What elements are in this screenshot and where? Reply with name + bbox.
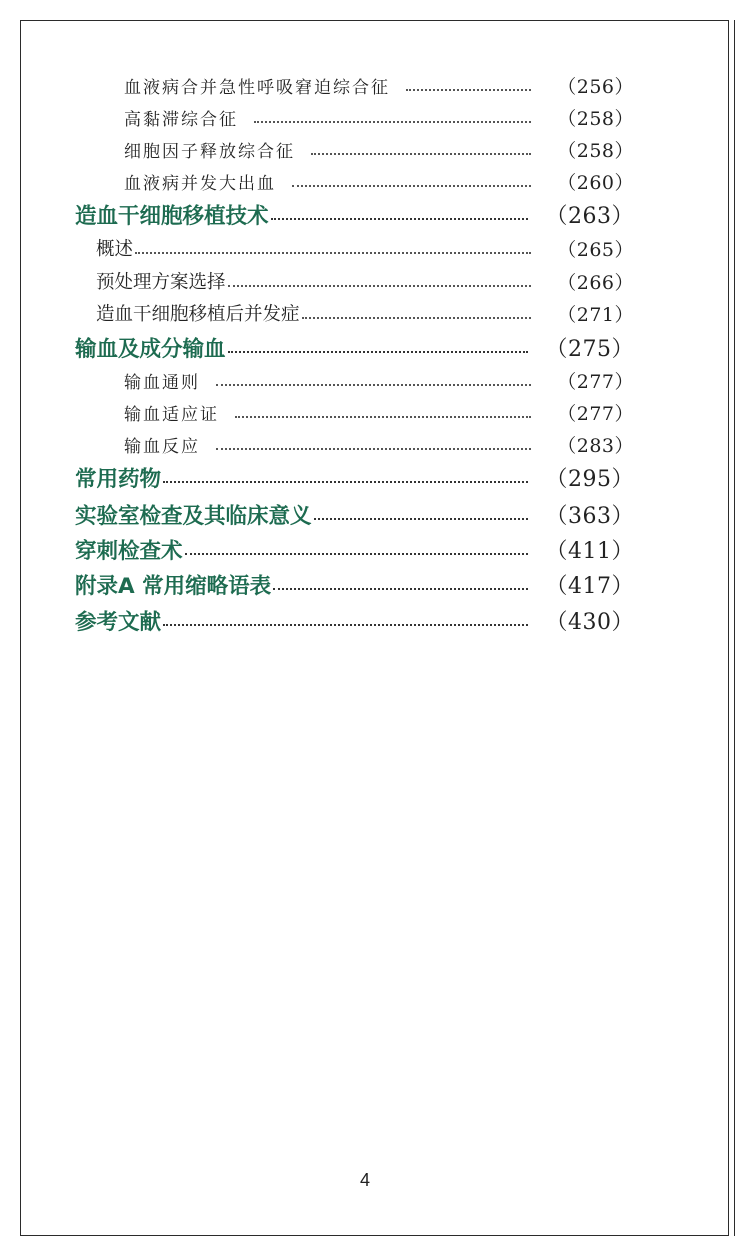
toc-entry[interactable] — [124, 166, 634, 196]
toc-entry-title: 预处理方案选择 — [96, 272, 226, 293]
toc-chapter-page: （363） — [545, 503, 634, 529]
toc-chapter-title: 附录A 常用缩略语表 — [75, 573, 272, 599]
toc-chapter-page: （275） — [545, 336, 634, 362]
toc-entry-page: （266） — [557, 271, 634, 294]
toc-chapter-title: 输血及成分输血 — [75, 336, 226, 362]
toc-chapter-title: 参考文献 — [75, 609, 162, 635]
dot-leader — [163, 481, 527, 483]
toc-entry-page: （258） — [557, 139, 634, 162]
toc-chapter-page: （417） — [545, 573, 634, 599]
toc-entry-page: （265） — [557, 238, 634, 261]
dot-leader — [254, 121, 531, 123]
dot-leader — [185, 553, 528, 555]
dot-leader — [135, 252, 531, 254]
dot-leader — [235, 416, 531, 418]
toc-chapter-title: 常用药物 — [75, 466, 162, 492]
toc-chapter-page: （430） — [545, 609, 634, 635]
toc-chapter[interactable] — [75, 532, 634, 566]
toc-entry-page: （258） — [557, 107, 634, 130]
toc-chapter-page: （263） — [545, 203, 634, 229]
toc-entry[interactable] — [124, 365, 634, 395]
toc-entry-title: 细胞因子释放综合征 — [124, 141, 295, 162]
dot-leader — [292, 185, 531, 187]
toc-entry-title: 概述 — [96, 239, 134, 260]
toc-chapter[interactable] — [75, 460, 634, 494]
toc-chapter[interactable] — [75, 330, 634, 364]
dot-leader — [228, 285, 532, 287]
dot-leader — [216, 384, 531, 386]
toc-chapter-title: 实验室检查及其临床意义 — [75, 503, 312, 529]
dot-leader — [216, 448, 531, 450]
toc-entry[interactable] — [124, 70, 634, 100]
toc-chapter-title: 穿刺检查术 — [75, 538, 183, 564]
dot-leader — [273, 588, 527, 590]
toc-chapter[interactable] — [75, 567, 634, 601]
toc-entry-page: （277） — [557, 370, 634, 393]
toc-chapter-page: （411） — [545, 538, 634, 564]
dot-leader — [314, 518, 528, 520]
dot-leader — [302, 317, 532, 319]
toc-chapter-page: （295） — [545, 466, 634, 492]
toc-entry[interactable] — [124, 134, 634, 164]
toc-entry-page: （283） — [557, 434, 634, 457]
toc-entry[interactable] — [124, 102, 634, 132]
toc-entry[interactable] — [96, 266, 634, 296]
toc-entry-title: 输血通则 — [124, 372, 200, 393]
toc-entry-title: 高黏滞综合征 — [124, 109, 238, 130]
toc-entry-title: 输血适应证 — [124, 404, 219, 425]
dot-leader — [311, 153, 531, 155]
toc-chapter[interactable] — [75, 603, 634, 637]
toc-chapter-title: 造血干细胞移植技术 — [75, 203, 269, 229]
toc-entry[interactable] — [96, 298, 634, 328]
page-number: 4 — [359, 1170, 370, 1190]
toc-entry-title: 输血反应 — [124, 436, 200, 457]
toc-entry-page: （277） — [557, 402, 634, 425]
dot-leader — [406, 89, 531, 91]
toc-entry-page: （260） — [557, 171, 634, 194]
toc-entry-title: 血液病并发大出血 — [124, 173, 276, 194]
toc-entry[interactable] — [96, 233, 634, 263]
toc-entry-title: 血液病合并急性呼吸窘迫综合征 — [124, 77, 390, 98]
toc-entry-page: （271） — [557, 303, 634, 326]
dot-leader — [271, 218, 528, 220]
toc-entry-title: 造血干细胞移植后并发症 — [96, 304, 300, 325]
toc-entry[interactable] — [124, 397, 634, 427]
toc-entry[interactable] — [124, 429, 634, 459]
dot-leader — [228, 351, 528, 353]
toc-entry-page: （256） — [557, 75, 634, 98]
toc-chapter[interactable] — [75, 197, 634, 231]
dot-leader — [163, 624, 527, 626]
toc-chapter[interactable] — [75, 497, 634, 531]
